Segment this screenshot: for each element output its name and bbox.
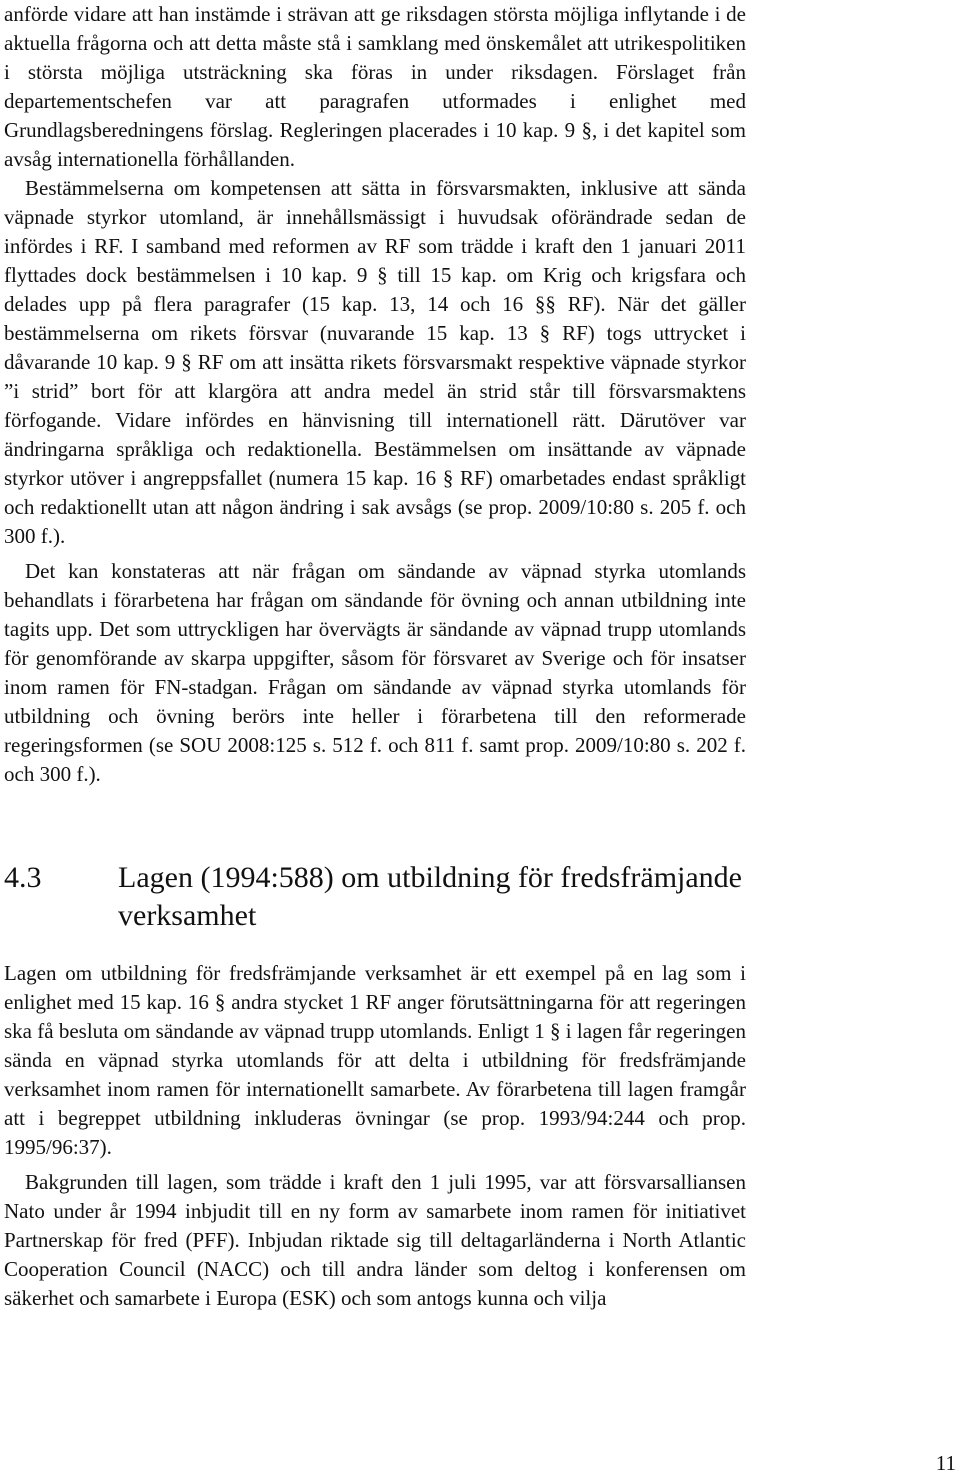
paragraph-konstateras: Det kan konstateras att när frågan om sändande av väpnad styrka utomlands behandlats i förarbetena har frågan om sändande för övning och annan utbildning inte tagits upp. Det som uttryckligen har övervägts är sändande av väpnad trupp utomlands för genomförande av skarpa uppgifter, såsom för försvaret av Sverige och för insatser inom ramen för FN-stadgan. Frågan om sändande av väpnad styrka utomlands för utbildning och övning berörs inte heller i förarbetena till den reformerade regeringsformen (se SOU 2008:125 s. 512 f. och 811 f. samt prop. 2009/10:80 s. 202 f. och 300 f.). bbox=[4, 559, 746, 786]
section-number: 4.3 bbox=[4, 861, 42, 894]
page-number: 11 bbox=[935, 1451, 956, 1475]
paragraph-bakgrunden: Bakgrunden till lagen, som trädde i kraft den 1 juli 1995, var att försvarsalliansen Nato under år 1994 inbjudit till en ny form av samarbete inom ramen för initiativet Partnerskap för fred (PFF). Inbjudan riktade sig till deltagarländerna i North Atlantic Cooperation Council (NACC) och till andra länder som deltog i konferensen om säkerhet och samarbete i Europa (ESK) och som antogs kunna och vilja bbox=[4, 1170, 746, 1310]
paragraph-continued: anförde vidare att han instämde i strävan att ge riksdagen största möjliga inflytande i de aktuella frågorna och att detta måste stå i samklang med önskemålet att utrikespolitiken i största möjliga utsträckning ska föras in under riksdagen. Förslaget från departementschefen var att paragrafen utformades i enlighet med Grundlagsberedningens förslag. Regleringen placerades i 10 kap. 9 §, i det kapitel som avsåg internationella förhållanden. bbox=[4, 2, 746, 171]
section-heading bbox=[4, 859, 746, 935]
document-page bbox=[4, 0, 746, 1313]
section-title: Lagen (1994:588) om utbildning för fredsfrämjande verksamhet bbox=[118, 861, 742, 932]
paragraph-bestammelserna: Bestämmelserna om kompetensen att sätta in försvarsmakten, inklusive att sända väpnade styrkor utomland, är innehållsmässigt i huvudsak oförändrade sedan de infördes i RF. I samband med reformen av RF som trädde i kraft den 1 januari 2011 flyttades dock bestämmelsen i 10 kap. 9 § till 15 kap. om Krig och krigsfara och delades upp på flera paragrafer (15 kap. 13, 14 och 16 §§ RF). När det gäller bestämmelserna om rikets försvar (nuvarande 15 kap. 13 § RF) togs uttrycket i dåvarande 10 kap. 9 § RF om att insätta rikets försvarsmakt respektive väpnade styrkor ”i strid” bort för att klargöra att andra medel än strid står till försvarsmaktens förfogande. Vidare infördes en hänvisning till internationell rätt. Därutöver var ändringarna språkliga och redaktionella. Bestämmelsen om insättande av väpnade styrkor utöver i angreppsfallet (numera 15 kap. 16 § RF) omarbetades endast språkligt och redaktionellt utan att någon ändring i sak avsågs (se prop. 2009/10:80 s. 205 f. och 300 f.). bbox=[4, 176, 746, 548]
paragraph-lagen: Lagen om utbildning för fredsfrämjande verksamhet är ett exempel på en lag som i enlighet med 15 kap. 16 § andra stycket 1 RF anger förutsättningarna för att regeringen ska få besluta om sändande av väpnad trupp utomlands. Enligt 1 § i lagen får regeringen sända en väpnad styrka utomlands för att delta i utbildning för fredsfrämjande verksamhet inom ramen för internationellt samarbete. Av förarbetena till lagen framgår att i begreppet utbildning inkluderas övningar (se prop. 1993/94:244 och prop. 1995/96:37). bbox=[4, 961, 746, 1159]
